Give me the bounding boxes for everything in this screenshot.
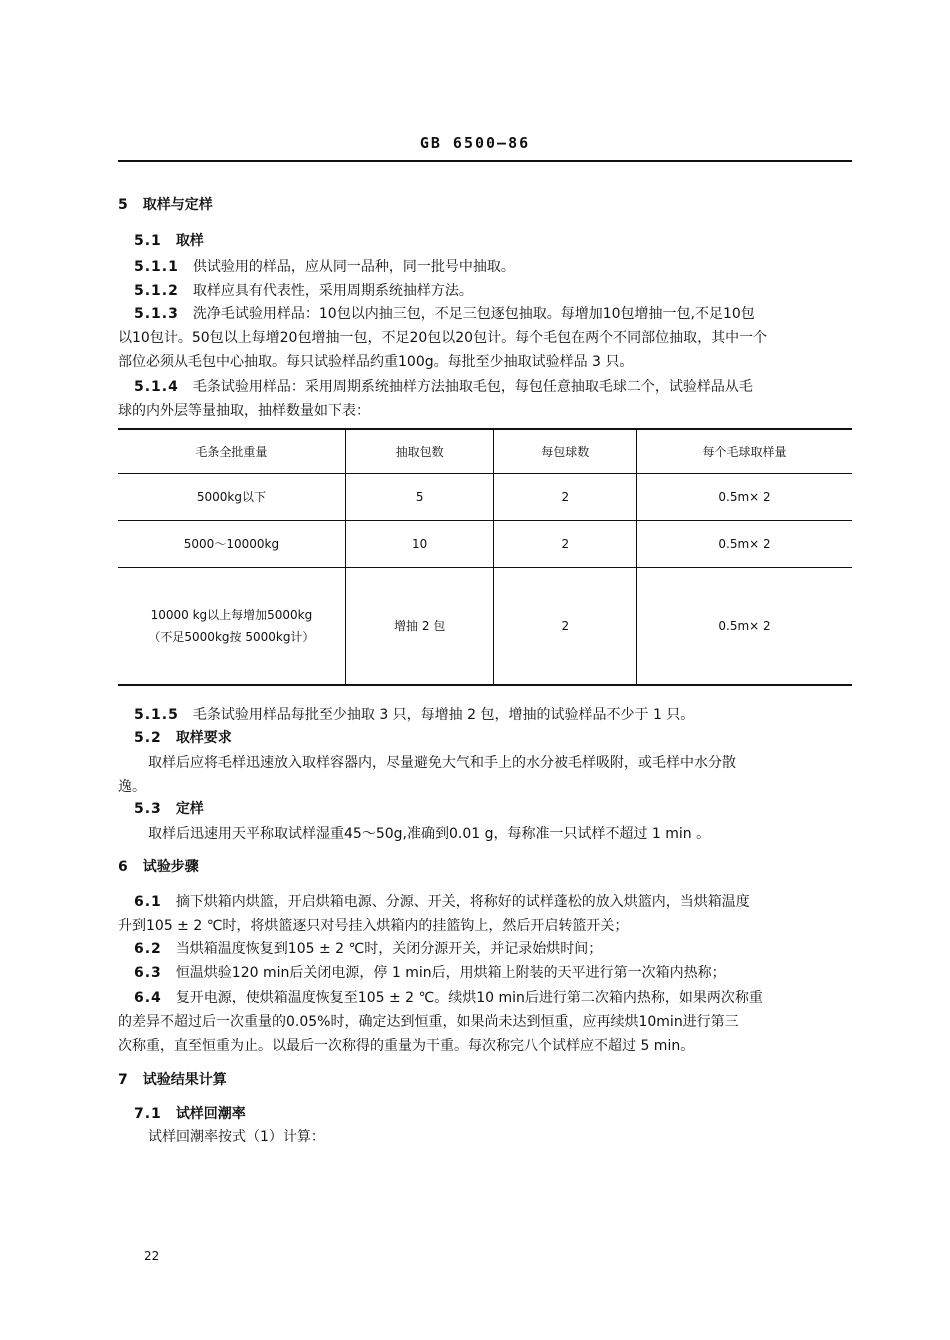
- clause-5-2-line1: 取样后应将毛样迅速放入取样容器内，尽量避免大气和手上的水分被毛样吸附，或毛样中水分散: [148, 755, 736, 771]
- sampling-table: [118, 428, 852, 686]
- header-sample-per-ball: 每个毛球取样量: [637, 429, 852, 473]
- section-number: 5: [118, 197, 129, 213]
- clause-number: 6.4: [134, 990, 162, 1006]
- section-title: 试验结果计算: [142, 1072, 227, 1088]
- section-7-heading: [118, 1071, 227, 1089]
- clause-title: 取样: [175, 233, 204, 249]
- clause-6-3: [134, 964, 726, 982]
- clause-number: 5.1.4: [134, 379, 179, 395]
- cell-line: 10000 kg以上每增加5000kg: [150, 607, 313, 622]
- clause-number: 5.2: [134, 730, 162, 746]
- clause-5-1-2: [134, 282, 473, 300]
- table-header-row: [118, 429, 852, 473]
- clause-number: 5.1.5: [134, 707, 179, 723]
- clause-6-1: [134, 893, 750, 911]
- table-row: [118, 520, 852, 567]
- header-total-weight: 毛条全批重量: [195, 444, 268, 459]
- clause-number: 6.1: [134, 894, 162, 910]
- table-row: [118, 567, 852, 685]
- clause-text-line: 摘下烘箱内烘篮，开启烘箱电源、分源、开关，将称好的试样蓬松的放入烘篮内，当烘箱温度: [175, 894, 750, 910]
- clause-5-1-3-line3: 部位必须从毛包中心抽取。每只试验样品约重100g。每批至少抽取试验样品 3 只。: [118, 354, 634, 370]
- clause-text: 恒温烘验120 min后关闭电源，停 1 min后，用烘箱上附装的天平进行第一次箱内热称；: [175, 965, 726, 981]
- cell-sample-per-ball: 0.5m× 2: [637, 520, 852, 567]
- clause-number: 5.1: [134, 233, 162, 249]
- clause-number: 5.1.2: [134, 283, 179, 299]
- cell-bales-drawn: 10: [345, 520, 494, 567]
- clause-number: 7.1: [134, 1106, 162, 1122]
- clause-7-1-text: 试样回潮率按式（1）计算：: [148, 1129, 325, 1145]
- cell-balls-per-bale: 2: [494, 567, 637, 685]
- clause-number: 6.2: [134, 941, 162, 957]
- header-balls-per-bale: 每包球数: [494, 429, 637, 473]
- section-6-heading: [118, 858, 199, 876]
- cell-balls-per-bale: 2: [494, 520, 637, 567]
- clause-number: 6.3: [134, 965, 162, 981]
- clause-text: 供试验用的样品，应从同一品种，同一批号中抽取。: [192, 259, 515, 275]
- section-5-3-heading: [134, 800, 204, 818]
- header-rule: [118, 160, 852, 162]
- clause-5-1-5: [134, 706, 694, 724]
- clause-text-line: 洗净毛试验用样品：10包以内抽三包，不足三包逐包抽取。每增加10包增抽一包,不足10包: [192, 306, 755, 322]
- cell-sample-per-ball: 0.5m× 2: [637, 473, 852, 520]
- clause-title: 试样回潮率: [175, 1106, 246, 1122]
- section-5-heading: [118, 196, 213, 214]
- clause-text-line: 复开电源，使烘箱温度恢复至105 ± 2 ℃。续烘10 min后进行第二次箱内热称，如果两次称重: [175, 990, 763, 1006]
- clause-5-2-line2: 逸。: [118, 779, 146, 795]
- clause-6-1-line2: 升到105 ± 2 ℃时，将烘篮逐只对号挂入烘箱内的挂篮钩上，然后开启转篮开关；: [118, 918, 629, 934]
- cell-total-weight: 5000kg以下: [196, 490, 266, 504]
- section-5-2-heading: [134, 729, 232, 747]
- cell-total-weight: 5000～10000kg: [183, 537, 280, 551]
- cell-bales-drawn: 5: [345, 473, 494, 520]
- cell-bales-drawn: 增抽 2 包: [345, 567, 494, 685]
- clause-6-4: [134, 989, 763, 1007]
- clause-5-1-3-line2: 以10包计。50包以上每增20包增抽一包，不足20包以20包计。每个毛包在两个不同部位抽取，其中一个: [118, 330, 768, 346]
- clause-text: 当烘箱温度恢复到105 ± 2 ℃时，关闭分源开关，并记录始烘时间；: [175, 941, 603, 957]
- header-bales-drawn: 抽取包数: [345, 429, 494, 473]
- section-title: 取样与定样: [142, 197, 213, 213]
- clause-5-1-4-line2: 球的内外层等量抽取，抽样数量如下表：: [118, 403, 370, 419]
- clause-number: 5.3: [134, 801, 162, 817]
- section-7-1-heading: [134, 1105, 246, 1123]
- clause-title: 定样: [175, 801, 204, 817]
- clause-text: 取样应具有代表性，采用周期系统抽样方法。: [192, 283, 473, 299]
- clause-number: 5.1.1: [134, 259, 179, 275]
- section-number: 7: [118, 1072, 129, 1088]
- cell-sample-per-ball: 0.5m× 2: [637, 567, 852, 685]
- cell-line: （不足5000kg按 5000kg计）: [148, 629, 315, 644]
- clause-text: 毛条试验用样品每批至少抽取 3 只，每增抽 2 包，增抽的试验样品不少于 1 只。: [192, 707, 695, 723]
- clause-6-4-line2: 的差异不超过后一次重量的0.05%时，确定达到恒重，如果尚未达到恒重，应再续烘10min进行第三: [118, 1014, 739, 1030]
- clause-5-1-1: [134, 258, 515, 276]
- section-number: 6: [118, 859, 129, 875]
- clause-number: 5.1.3: [134, 306, 179, 322]
- section-title: 试验步骤: [142, 859, 199, 875]
- clause-6-2: [134, 940, 602, 958]
- clause-6-4-line3: 次称重，直至恒重为止。以最后一次称得的重量为干重。每次称完八个试样应不超过 5 min。: [118, 1038, 695, 1054]
- clause-5-1-4: [134, 378, 753, 396]
- cell-total-weight: [118, 567, 345, 685]
- clause-5-3-line1: 取样后迅速用天平称取试样湿重45～50g,准确到0.01 g，每称准一只试样不超过 1 min 。: [148, 826, 711, 842]
- section-5-1-heading: [134, 232, 204, 250]
- cell-balls-per-bale: 2: [494, 473, 637, 520]
- standard-code-header: GB 6500—86: [419, 134, 531, 152]
- clause-text-line: 毛条试验用样品：采用周期系统抽样方法抽取毛包，每包任意抽取毛球二个，试验样品从毛: [192, 379, 753, 395]
- table-row: [118, 473, 852, 520]
- page-number: 22: [144, 1249, 160, 1263]
- clause-5-1-3: [134, 305, 755, 323]
- clause-title: 取样要求: [175, 730, 232, 746]
